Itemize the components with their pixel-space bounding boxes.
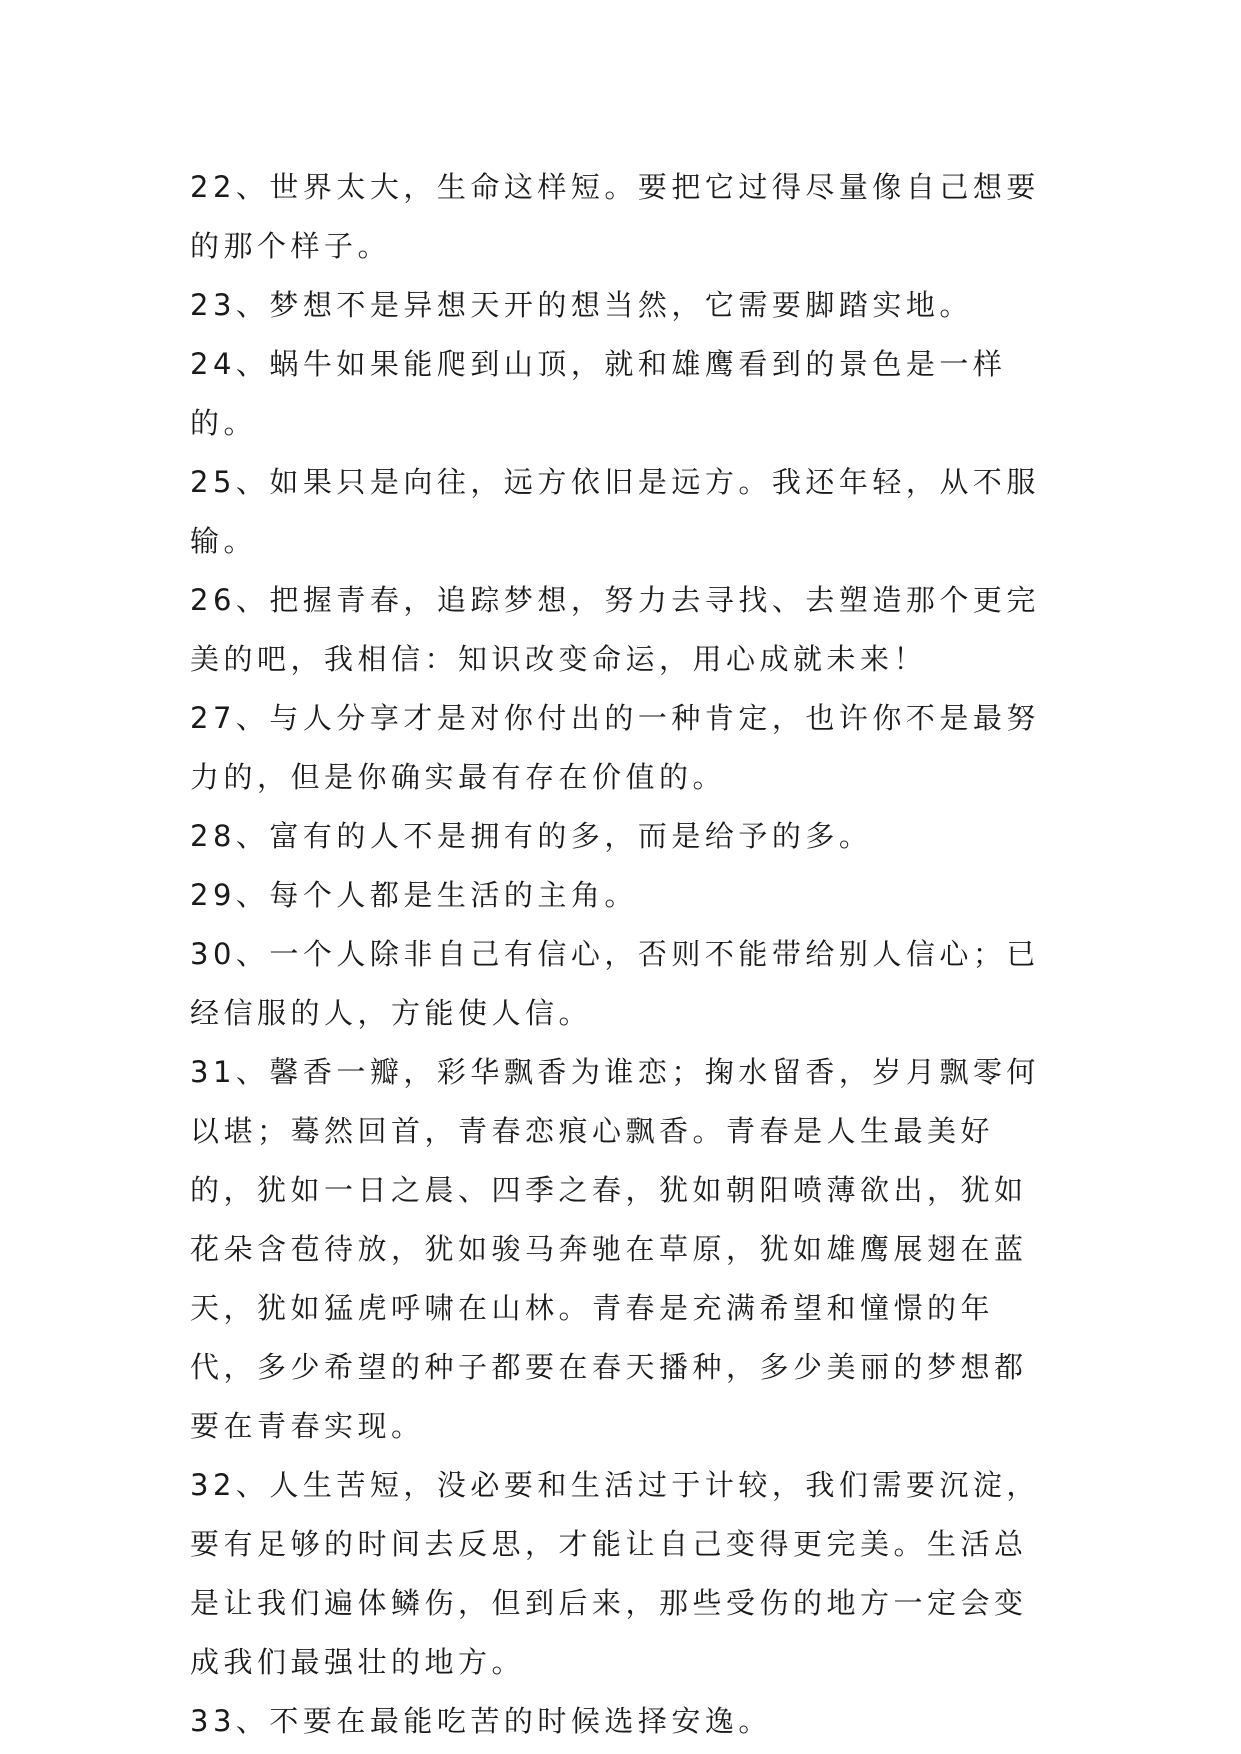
quote-item-23: 23、梦想不是异想天开的想当然，它需要脚踏实地。 — [190, 288, 973, 322]
quote-item-32: 32、人生苦短，没必要和生活过于计较，我们需要沉淀，要有足够的时间去反思，才能让自己变得更完美。生活总是让我们遍体鳞伤，但到后来，那些受伤的地方一定会变成我们最强壮的地方。 — [190, 1468, 1040, 1679]
quote-item-26: 26、把握青春，追踪梦想，努力去寻找、去塑造那个更完美的吧，我相信：知识改变命运，用心成就未来！ — [190, 583, 1040, 676]
quote-item-30: 30、一个人除非自己有信心，否则不能带给别人信心；已经信服的人，方能使人信。 — [190, 937, 1040, 1030]
quote-item-25: 25、如果只是向往，远方依旧是远方。我还年轻，从不服输。 — [190, 465, 1040, 558]
quote-item-27: 27、与人分享才是对你付出的一种肯定，也许你不是最努力的，但是你确实最有存在价值的。 — [190, 701, 1040, 794]
quote-item-28: 28、富有的人不是拥有的多，而是给予的多。 — [190, 819, 873, 853]
quote-item-24: 24、蜗牛如果能爬到山顶，就和雄鹰看到的景色是一样的。 — [190, 347, 1007, 440]
quote-item-33: 33、不要在最能吃苦的时候选择安逸。 — [190, 1704, 772, 1738]
document-body — [190, 158, 1060, 1751]
quote-item-29: 29、每个人都是生活的主角。 — [190, 878, 638, 912]
quote-item-31: 31、馨香一瓣，彩华飘香为谁恋；掬水留香，岁月飘零何以堪；蓦然回首，青春恋痕心飘香。青春是人生最美好的，犹如一日之晨、四季之春，犹如朝阳喷薄欲出，犹如花朵含苞待放，犹如骏马奔驰在草原，犹如雄鹰展翅在蓝天，犹如猛虎呼啸在山林。青春是充满希望和憧憬的年代，多少希望的种子都要在春天播种，多少美丽的梦想都要在青春实现。 — [190, 1055, 1040, 1443]
quote-item-22: 22、世界太大，生命这样短。要把它过得尽量像自己想要的那个样子。 — [190, 170, 1040, 263]
